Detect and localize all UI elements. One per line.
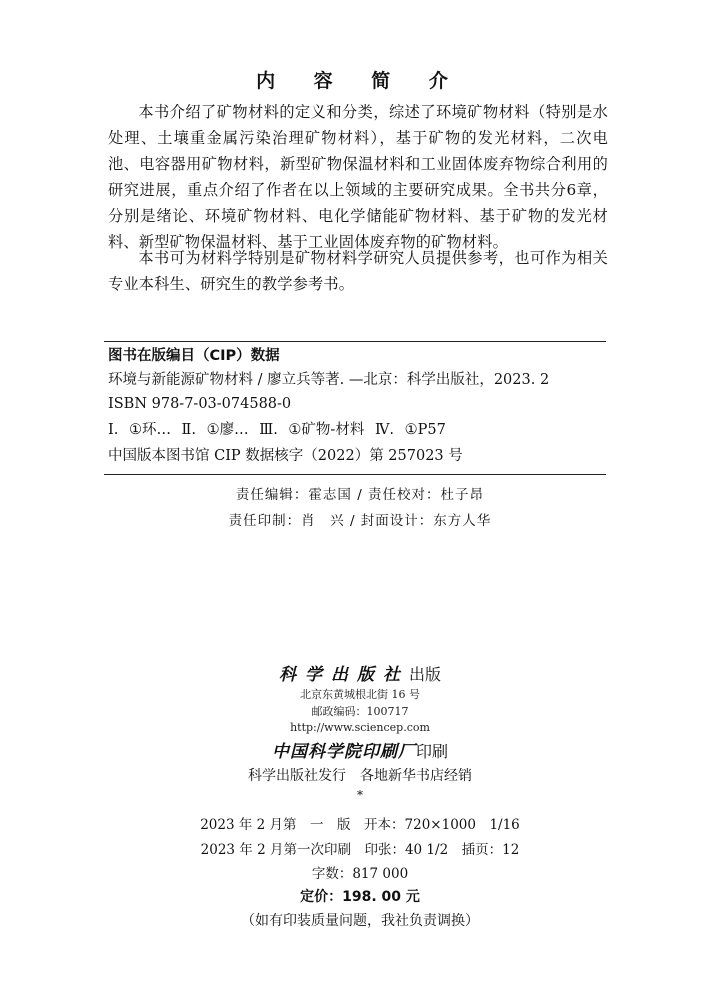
printer-line	[0, 737, 720, 762]
quality-note: （如有印装质量问题，我社负责调换）	[241, 913, 479, 929]
publisher-logo: 科学出版社	[278, 665, 409, 685]
cip-bottom-rule	[104, 474, 606, 475]
page-title: 内 容 简 介	[256, 70, 464, 92]
cip-top-rule	[104, 341, 606, 342]
word-count: 字数：817 000	[311, 866, 409, 882]
summary-paragraph-2: 本书可为材料学特别是矿物材料学研究人员提供参考，也可作为相关专业本科生、研究生的教学参考书。	[108, 249, 608, 293]
publisher-url: http://www.sciencep.com	[290, 721, 430, 734]
cip-title-line: 环境与新能源矿物材料 / 廖立兵等著. —北京：科学出版社，2023. 2	[108, 372, 550, 388]
printer-suffix: 印刷	[415, 742, 448, 761]
price: 定价：198. 00 元	[300, 889, 420, 905]
cip-record-number: 中国版本图书馆 CIP 数据核字（2022）第 257023 号	[108, 448, 463, 464]
distribution-line: 科学出版社发行 各地新华书店经销	[248, 768, 472, 784]
cip-isbn: ISBN 978-7-03-074588-0	[108, 396, 292, 412]
publisher-postcode: 邮政编码：100717	[311, 705, 409, 718]
printing-line: 2023 年 2 月第一次印刷 印张：40 1/2 插页：12	[200, 842, 520, 858]
printer-logo: 中国科学院印刷厂	[271, 742, 416, 762]
cip-subject-terms: Ⅰ. ①环… Ⅱ. ①廖… Ⅲ. ①矿物-材料 Ⅳ. ①P57	[108, 422, 446, 438]
separator-star: *	[357, 788, 363, 802]
summary-paragraph-1: 本书介绍了矿物材料的定义和分类，综述了环境矿物材料（特别是水处理、土壤重金属污染治理矿物材料），基于矿物的发光材料，二次电池、电容器用矿物材料，新型矿物保温材料和工业固体废弃物综合利用的研究进展，重点介绍了作者在以上领域的主要研究成果。全书共分6章，分别是绪论、环境矿物材料、电化学储能矿物材料、基于矿物的发光材料、新型矿物保温材料、基于工业固体废弃物的矿物材料。	[108, 103, 608, 251]
publisher-line	[0, 660, 720, 685]
production-credits: 责任印制：肖 兴 / 封面设计：东方人华	[228, 513, 492, 529]
cip-heading: 图书在版编目（CIP）数据	[108, 348, 280, 364]
publisher-address: 北京东黄城根北街 16 号	[300, 688, 420, 701]
publisher-suffix: 出版	[408, 665, 441, 684]
editor-credits: 责任编辑：霍志国 / 责任校对：杜子昂	[235, 487, 485, 503]
edition-line: 2023 年 2 月第 一 版 开本：720×1000 1/16	[200, 817, 520, 833]
